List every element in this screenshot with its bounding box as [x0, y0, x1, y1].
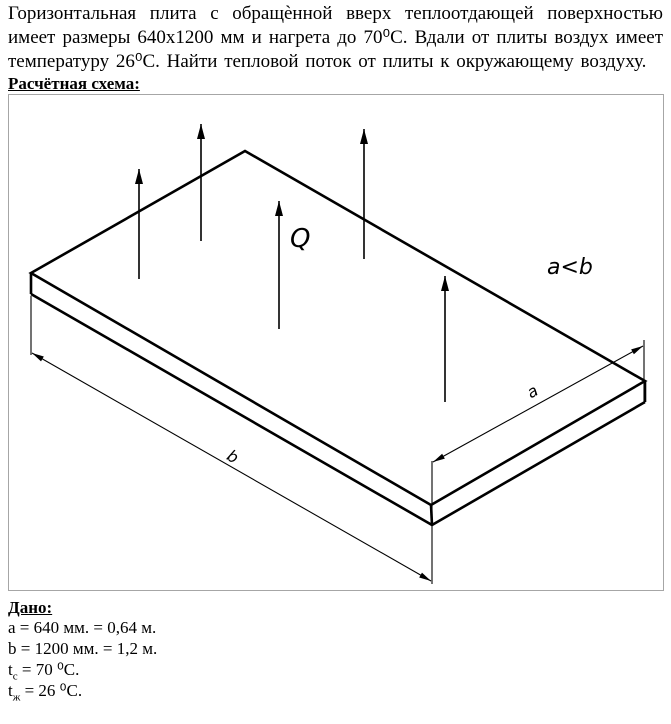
- dim-line-a: [433, 346, 643, 462]
- given-symbol: t: [8, 660, 13, 679]
- given-symbol: a: [8, 618, 16, 637]
- given-row-a: [8, 617, 663, 638]
- given-row-tc: [8, 659, 663, 683]
- dim-label-b: b: [223, 445, 242, 468]
- given-value: = 70 ⁰С.: [17, 660, 80, 679]
- given-value: = 26 ⁰С.: [20, 681, 83, 700]
- given-list: [8, 617, 663, 704]
- schema-diagram: [9, 95, 663, 590]
- dim-label-a: a: [523, 380, 542, 403]
- flux-label: Q: [290, 224, 311, 254]
- heat-flux-arrows: [139, 124, 445, 402]
- given-symbol: t: [8, 681, 13, 700]
- given-row-tzh: [8, 680, 663, 704]
- plate-top-face: [31, 151, 645, 505]
- given-subscript: с: [12, 670, 18, 683]
- given-value: = 640 мм. = 0,64 м.: [15, 618, 157, 637]
- dim-line-b: [32, 353, 431, 581]
- given-row-b: [8, 638, 663, 659]
- given-heading: Дано:: [8, 598, 53, 617]
- schema-heading: Расчётная схема:: [8, 74, 140, 93]
- relation-label: a<b: [547, 255, 593, 280]
- given-value: = 1200 мм. = 1,2 м.: [16, 639, 158, 658]
- schema-diagram-box: [8, 94, 664, 591]
- problem-statement: Горизонтальная плита с обращѐнной вверх теплоотдающей поверхностью имеет размеры 640х1200 мм и нагрета до 70⁰С. Вдали от плиты воздух имеет температуру 26⁰С. Найти тепловой поток от плиты к окружающему воздуху.: [8, 3, 663, 72]
- plate: [31, 151, 645, 525]
- dimension-b: [31, 296, 432, 584]
- given-symbol: b: [8, 639, 17, 658]
- given-subscript: ж: [12, 691, 21, 704]
